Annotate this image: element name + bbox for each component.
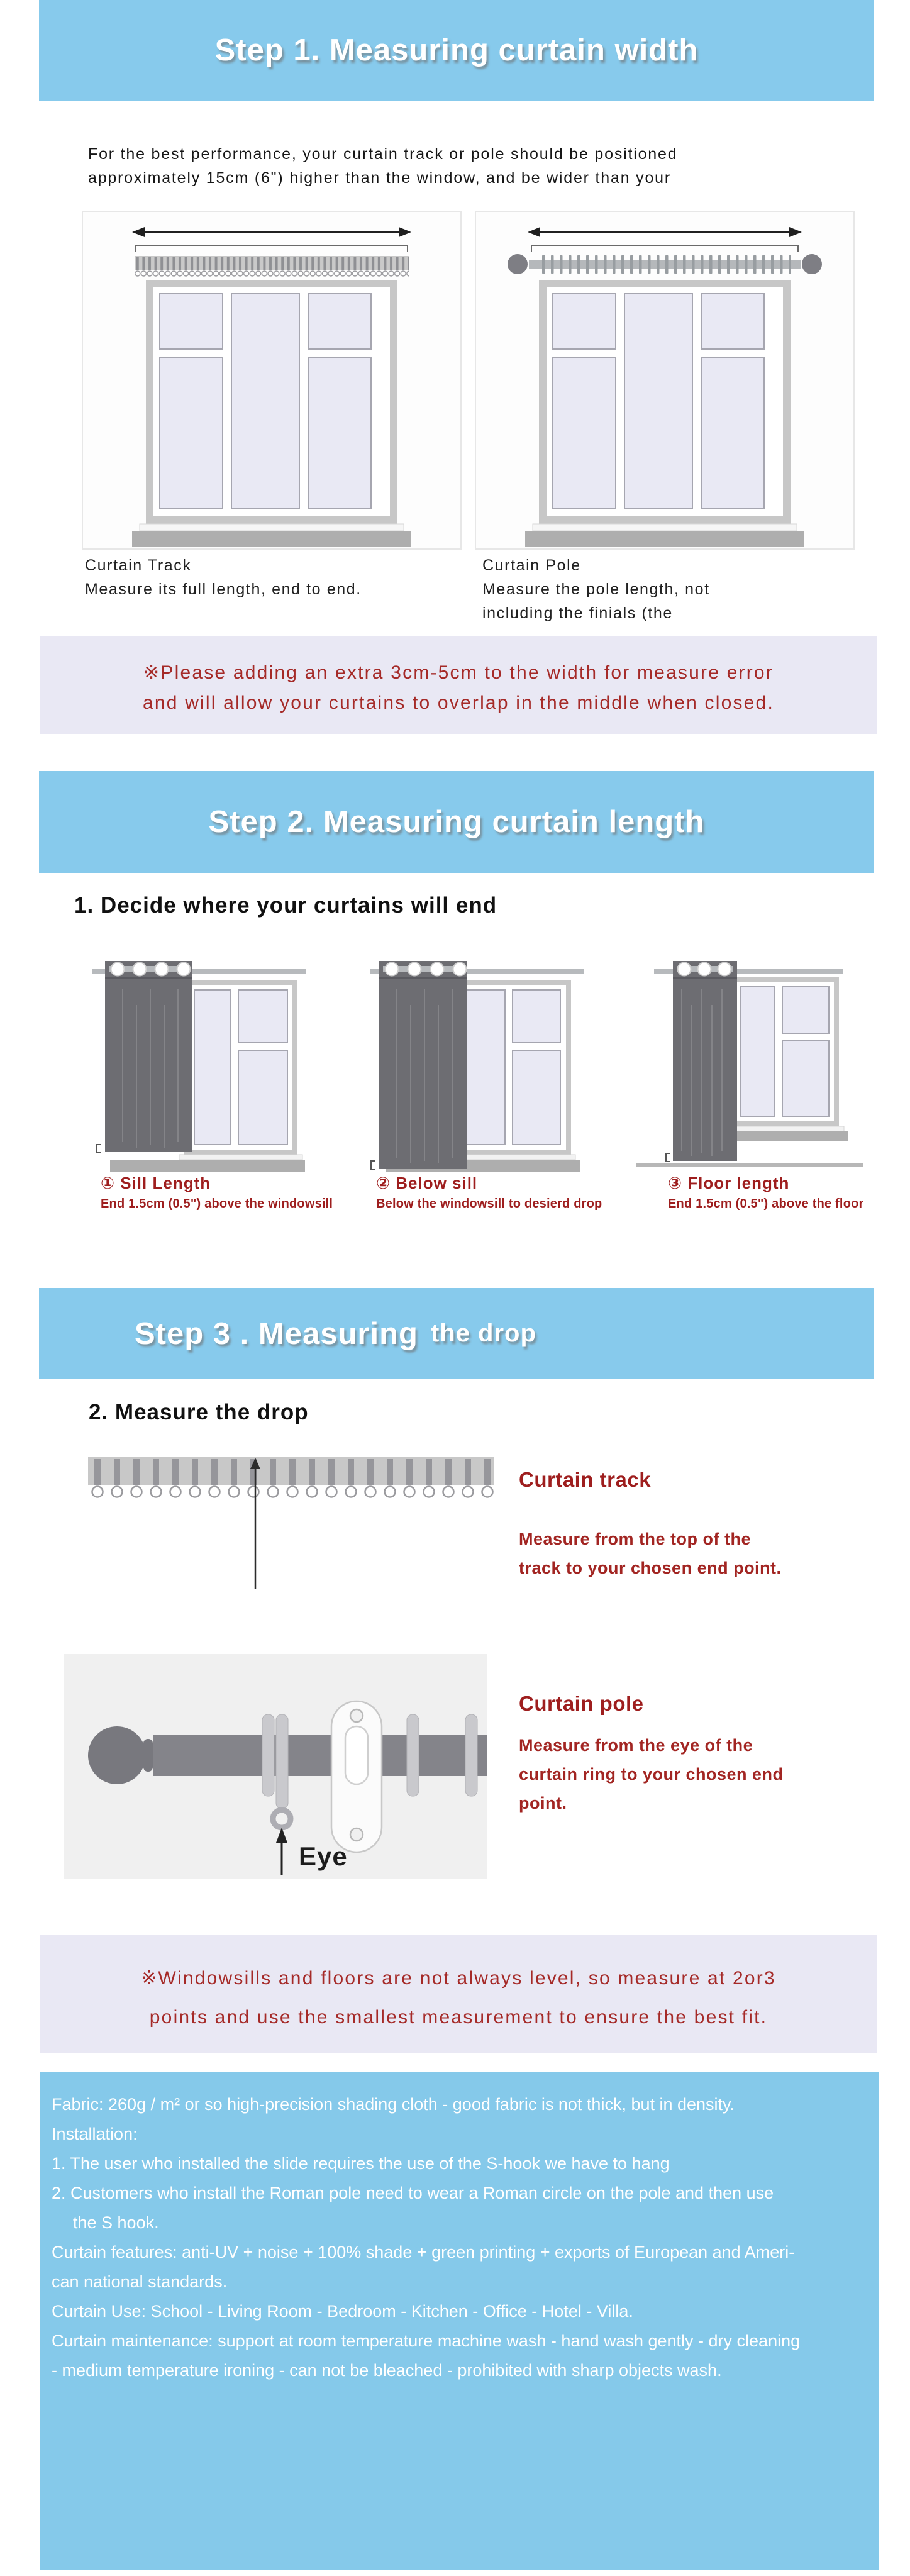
detail-features: Curtain features: anti-UV + noise + 100% shade + green printing + exports of European and Ameri- xyxy=(52,2243,795,2262)
curtain-track-window-illustration xyxy=(83,212,460,548)
width-measure-note xyxy=(40,636,877,734)
step3-banner xyxy=(39,1288,874,1379)
curtain-track-caption xyxy=(85,553,362,601)
curtain-pole-instruction-line1: Measure from the eye of the xyxy=(519,1736,753,1755)
curtain-pole-instruction-line2: curtain ring to your chosen end xyxy=(519,1765,784,1784)
floor-length-caption: End 1.5cm (0.5") above the floor xyxy=(668,1197,864,1211)
intro-line-2: approximately 15cm (6") higher than the window, and be wider than your xyxy=(88,169,671,187)
step2-heading: 1. Decide where your curtains will end xyxy=(74,893,497,918)
curtain-track-strip xyxy=(88,1455,494,1502)
curtain-track-caption-title: Curtain Track xyxy=(85,557,192,574)
detail-maintenance: Curtain maintenance: support at room temperature machine wash - hand wash gently - dry cleaning xyxy=(52,2331,801,2350)
below-sill-curtain-illustration xyxy=(368,961,588,1172)
curtain-pole-heading: Curtain pole xyxy=(519,1692,644,1715)
level-measure-note-line1: ※Windowsills and floors are not always level, so measure at 2or3 xyxy=(141,1968,776,1989)
step1-banner-title: Step 1. Measuring curtain width xyxy=(214,33,699,67)
curtain-track-instruction-line2: track to your chosen end point. xyxy=(519,1558,782,1577)
below-sill-label: ② Below sill xyxy=(376,1174,478,1192)
floor-length-illustration xyxy=(636,961,863,1172)
level-measure-note xyxy=(40,1935,877,2053)
sill-length-label: ① Sill Length xyxy=(101,1174,211,1192)
step2-banner-title: Step 2. Measuring curtain length xyxy=(208,805,705,839)
intro-line-1: For the best performance, your curtain track or pole should be positioned xyxy=(88,145,678,163)
track-drop-arrow xyxy=(248,1458,262,1591)
step3-banner-subtitle: the drop xyxy=(430,1319,536,1347)
curtain-pole-caption-line1: Measure the pole length, not xyxy=(482,580,710,598)
step3-heading: 2. Measure the drop xyxy=(89,1400,309,1424)
curtain-pole-instructions xyxy=(519,1731,784,1818)
width-measure-note-line2: and will allow your curtains to overlap in the middle when closed. xyxy=(143,692,774,713)
sill-length-illustration xyxy=(91,961,311,1172)
sill-length-caption: End 1.5cm (0.5") above the windowsill xyxy=(101,1197,333,1211)
width-measure-note-line1: ※Please adding an extra 3cm-5cm to the width for measure error xyxy=(143,662,774,683)
detail-maintenance-cont: - medium temperature ironing - can not be bleached - prohibited with sharp objects wash. xyxy=(52,2361,722,2380)
detail-use: Curtain Use: School - Living Room - Bedroom - Kitchen - Office - Hotel - Villa. xyxy=(52,2302,633,2321)
detail-install-step2: 2. Customers who install the Roman pole need to wear a Roman circle on the pole and then use xyxy=(52,2184,774,2202)
step2-banner xyxy=(39,771,874,873)
floor-length-curtain-illustration xyxy=(636,961,863,1172)
step1-banner xyxy=(39,0,874,101)
curtain-track-instructions xyxy=(519,1524,782,1582)
floor-length-label: ③ Floor length xyxy=(668,1174,790,1192)
pole-eye-illustration xyxy=(64,1654,487,1879)
curtain-track-illustration-box xyxy=(82,211,462,550)
detail-fabric: Fabric: 260g / m² or so high-precision shading cloth - good fabric is not thick, but in density. xyxy=(52,2095,735,2114)
curtain-track-caption-line: Measure its full length, end to end. xyxy=(85,580,362,598)
curtain-pole-caption-line2: including the finials (the xyxy=(482,604,673,622)
detail-install-step2b: the S hook. xyxy=(73,2213,159,2232)
track-strip-illustration xyxy=(88,1455,494,1502)
curtain-track-heading: Curtain track xyxy=(519,1468,652,1491)
below-sill-illustration xyxy=(368,961,588,1172)
step3-banner-title: Step 3 . Measuring xyxy=(135,1316,418,1351)
detail-install-step1: 1. The user who installed the slide requires the use of the S-hook we have to hang xyxy=(52,2154,670,2173)
curtain-track-instruction-line1: Measure from the top of the xyxy=(519,1530,752,1548)
sill-length-curtain-illustration xyxy=(91,961,311,1172)
curtain-pole-eye-diagram xyxy=(64,1654,487,1879)
curtain-pole-illustration-box xyxy=(475,211,855,550)
level-measure-note-line2: points and use the smallest measurement to ensure the best fit. xyxy=(149,2007,768,2028)
eye-label: Eye xyxy=(299,1841,348,1871)
below-sill-caption: Below the windowsill to desierd drop xyxy=(376,1197,602,1211)
detail-features-cont: can national standards. xyxy=(52,2272,228,2291)
product-details-panel xyxy=(40,2072,879,2570)
detail-installation: Installation: xyxy=(52,2124,138,2143)
curtain-pole-instruction-line3: point. xyxy=(519,1794,567,1813)
curtain-pole-window-illustration xyxy=(476,212,853,548)
up-arrow-icon xyxy=(248,1458,262,1591)
curtain-pole-caption xyxy=(482,553,710,625)
curtain-pole-caption-title: Curtain Pole xyxy=(482,557,581,574)
